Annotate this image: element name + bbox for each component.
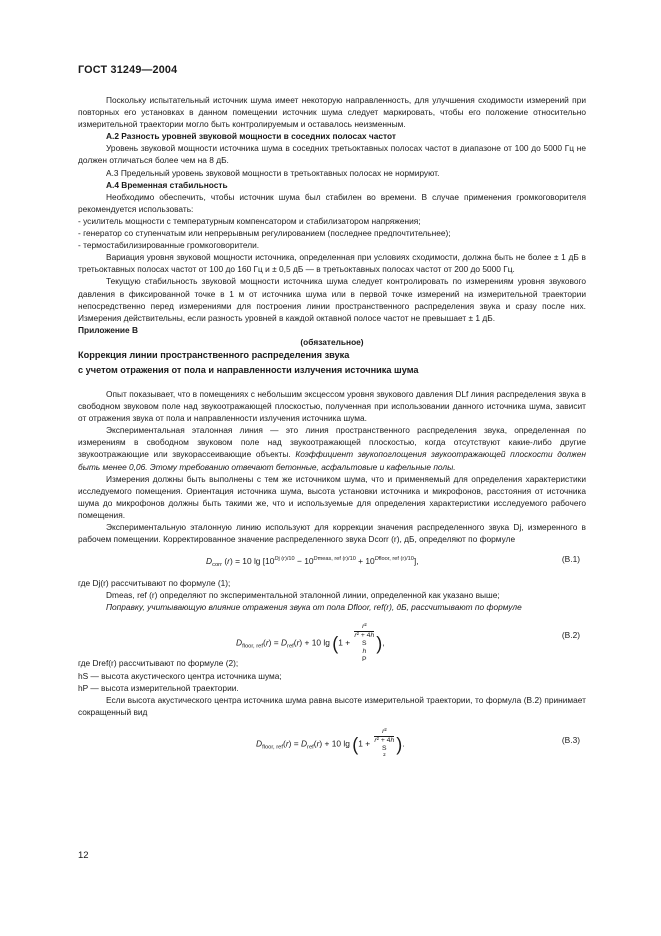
equation-b2-expression: $D_{floor, ref}(r) = D_{ref}(r) + 10$ lg (1 + r² r² + 4h S h P ),	[236, 623, 385, 664]
paragraph-a2: Уровень звуковой мощности источника шума в соседних третьоктавных полосах частот в диапазоне от 100 до 5000 Гц не должен отличаться более чем на 8 дБ.	[78, 143, 586, 166]
page-header: ГОСТ 31249—2004	[78, 64, 178, 76]
reference-line-text: Экспериментальная эталонная линия — это линия пространственного распределения звука, определенная по измерениям в свободном звуковом поле над звукоотражающей плоскостью, когда отсутствуют какие-либо другие звукоотражающие или звукорассеивающие объекты.	[78, 425, 586, 460]
where-dref: где Dref(r) рассчитывают по формуле (2);	[78, 658, 239, 669]
list-item: - термостабилизированные громкоговорители.	[78, 240, 260, 251]
page-number: 12	[78, 850, 89, 861]
paragraph-marking: Поскольку испытательный источник шума имеет некоторую направленность, для улучшения сходимости измерений при повторных его установках в данном помещении источник шума следует маркировать, чтобы его положение относительно измерительной траектории могло быть контролируемым и оставалось неизменным.	[78, 95, 586, 130]
heading-a2: А.2 Разность уровней звуковой мощности в соседних полосах частот	[106, 131, 396, 142]
paragraph-measurements: Измерения должны быть выполнены с тем же источником шума, что и применяемый для определения характеристики исследуемого помещения. Ориентация источника шума, высота установки источника и микрофонов, расстояния от источника шума до микрофонов должны быть такими же, что и используемые для определения характеристики исследуемого рабочего помещения.	[78, 473, 586, 520]
equation-b3-number: (В.3)	[561, 734, 580, 745]
equation-b3	[78, 722, 586, 760]
equation-b3-expression: $D_{floor, ref}(r) = D_{ref}(r) + 10$ lg (1 + r² r² + 4h S ² ).	[256, 727, 405, 760]
list-item: - генератор со ступенчатым или непрерывным регулированием (последнее предпочтительнее);	[78, 228, 451, 239]
equation-b1-number: (В.1)	[561, 554, 580, 565]
paragraph-a4: Необходимо обеспечить, чтобы источник шума был стабилен во времени. В случае применения громкоговорителя рекомендуется использовать:	[78, 191, 586, 214]
paragraph-variation: Вариация уровня звуковой мощности источника, определенная при условиях сходимости, должна быть не более ± 1 дБ в третьоктавных полосах частот от 100 до 160 Гц и ± 0,5 дБ — в третьоктавных полосах частот от 200 до 5000 Гц.	[78, 252, 586, 275]
section-title-line-2: с учетом отражения от пола и направленности излучения источника шума	[78, 364, 419, 375]
paragraph-reference-line	[78, 424, 586, 472]
equation-b1	[78, 549, 586, 571]
appendix-a-continuation	[78, 94, 586, 762]
paragraph-reduced-form: Если высота акустического центра источника шума равна высоте измерительной траектории, то формула (В.2) принимает сокращенный вид	[78, 694, 586, 717]
where-dmeas: Dmeas, ref (r) определяют по экспериментальной эталонной линии, определенной как указано выше;	[106, 590, 500, 601]
section-title	[78, 348, 586, 378]
where-hp: hP — высота измерительной траектории.	[78, 682, 239, 693]
equation-b1-expression: $D_{corr}$ (r) = 10 $\lg [10^{Dj (r)/10} - 10^{Dmeas, ref (r)/10} + 10^{Dfloor, ref (r)/10}]$,	[206, 556, 419, 569]
section-title-line-1: Коррекция линии пространственного распределения звука	[78, 349, 350, 360]
paragraph-current-stability: Текущую стабильность звуковой мощности источника шума следует контролировать по измерениям уровня звукового давления в фиксированной точке в 1 м от источника шума или в первой точке измерений на измерительной траектории непосредственно перед измерениями для построения линии пространственного распределения звука и сразу после них. Измерения действительны, если разность уровней в каждой октавной полосе частот не превышает ± 1 дБ.	[78, 276, 586, 323]
where-dj: где Dj(r) рассчитывают по формуле (1);	[78, 578, 231, 589]
paragraph-experience: Опыт показывает, что в помещениях с небольшим эксцессом уровня звукового давления DLf линия распределения звука в свободном звуковом поле над звукоотражающей плоскостью, полученная при использовании данного источника шума, зависит от отражения звука от пола и направленности излучения источника шума.	[78, 388, 586, 424]
appendix-title: Приложение В	[78, 324, 138, 335]
paragraph-a3: А.3 Предельный уровень звуковой мощности в третьоктавных полосах не нормируют.	[106, 167, 440, 178]
paragraph-correction: Экспериментальную эталонную линию используют для коррекции значения распределенного звука Dj, измеренного в рабочем помещении. Корректированное значение распределенного звука Dcorr (r), дБ, определяют по формуле	[78, 522, 586, 545]
appendix-status: (обязательное)	[300, 336, 364, 347]
where-hs: hS — высота акустического центра источника шума;	[78, 670, 282, 681]
heading-a4: А.4 Временная стабильность	[106, 179, 228, 190]
where-floor-correction: Поправку, учитывающую влияние отражения звука от пола Dfloor, ref(r), дБ, рассчитывают по формуле	[106, 602, 522, 613]
list-item: - усилитель мощности с температурным компенсатором и стабилизатором напряжения;	[78, 215, 421, 226]
equation-b2-number: (В.2)	[561, 630, 580, 641]
reference-line-italic: Коэффициент звукопоглощения звукоотражающей плоскости должен быть менее 0,06. Этому требованию отвечают бетонные, асфальтовые и кафельные полы.	[78, 449, 586, 472]
